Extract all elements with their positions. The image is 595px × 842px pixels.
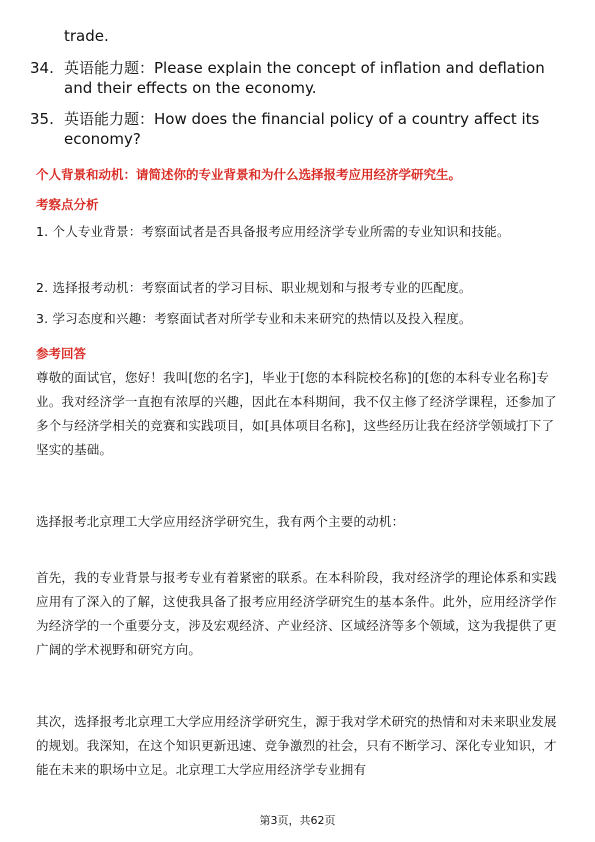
analysis-item: 3. 学习态度和兴趣：考察面试者对所学专业和未来研究的热情以及投入程度。: [36, 311, 472, 326]
question-34: [30, 58, 570, 98]
question-number: 35.: [30, 110, 54, 128]
answer-paragraph: 首先，我的专业背景与报考专业有着紧密的联系。在本科阶段，我对经济学的理论体系和实践应用有了深入的了解，这使我具备了报考应用经济学研究生的基本条件。此外，应用经济学作为经济学的一个重要分支，涉及宏观经济、产业经济、区域经济等多个领域，这为我提供了更广阔的学术视野和研究方向。: [36, 570, 557, 657]
analysis-item: 2. 选择报考动机：考察面试者的学习目标、职业规划和与报考专业的匹配度。: [36, 280, 472, 295]
answer-paragraph: 尊敬的面试官，您好！我叫[您的名字]，毕业于[您的本科院校名称]的[您的本科专业名称]专业。我对经济学一直抱有浓厚的兴趣，因此在本科期间，我不仅主修了经济学课程，还参加了多个与经济学相关的竞赛和实践项目，如[具体项目名称]，这些经历让我在经济学领域打下了坚实的基础。: [36, 370, 557, 457]
question-continuation: trade.: [64, 27, 109, 45]
analysis-heading: 考察点分析: [36, 197, 99, 212]
answer-paragraph: 选择报考北京理工大学应用经济学研究生，我有两个主要的动机：: [36, 514, 405, 529]
section-title: 个人背景和动机：请简述你的专业背景和为什么选择报考应用经济学研究生。: [36, 167, 462, 182]
page-footer: 第3页，共62页: [259, 814, 336, 827]
question-number: 34.: [30, 59, 54, 77]
analysis-item: 1. 个人专业背景：考察面试者是否具备报考应用经济学专业所需的专业知识和技能。: [36, 224, 510, 239]
answer-paragraph: 其次，选择报考北京理工大学应用经济学研究生，源于我对学术研究的热情和对未来职业发展的规划。我深知，在这个知识更新迅速、竞争激烈的社会，只有不断学习、深化专业知识，才能在未来的职场中立足。北京理工大学应用经济学专业拥有: [36, 714, 557, 777]
question-35: [30, 109, 570, 149]
answer-heading: 参考回答: [36, 346, 87, 361]
question-text: 英语能力题：Please explain the concept of inflation and deflation and their effects on the economy.: [64, 59, 545, 97]
question-text: 英语能力题：How does the financial policy of a country affect its economy?: [64, 110, 540, 148]
